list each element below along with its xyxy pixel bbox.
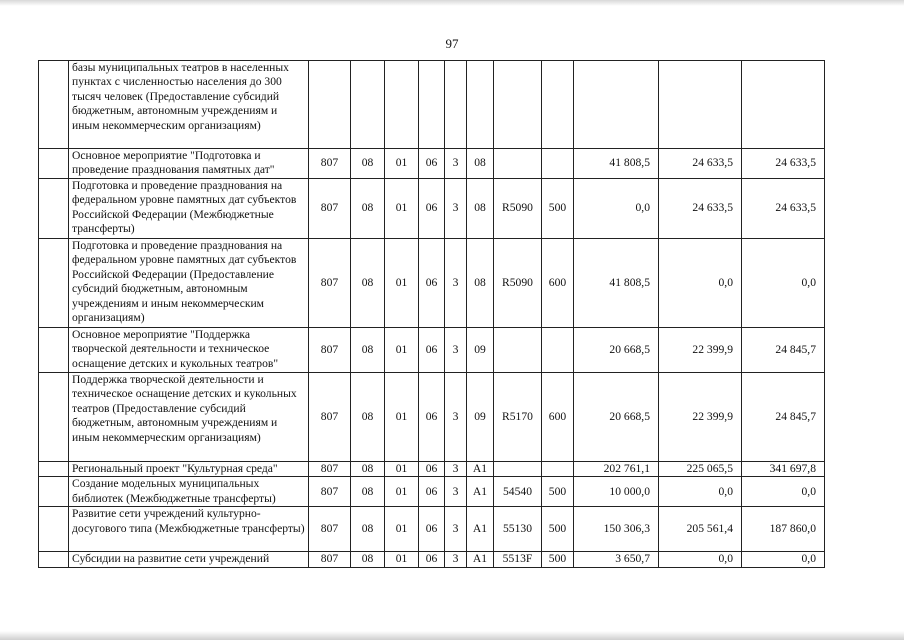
section-code-cell: 08 [351, 149, 385, 179]
subprogram-code-cell [445, 61, 467, 149]
amount-year3-cell: 341 697,8 [742, 462, 825, 477]
row-number-cell [39, 61, 69, 149]
amount-year3-cell: 24 845,7 [742, 328, 825, 373]
section-code-cell: 08 [351, 552, 385, 567]
row-number-cell [39, 552, 69, 567]
amount-year3-cell: 0,0 [742, 477, 825, 507]
table-row [39, 507, 825, 552]
row-number-cell [39, 239, 69, 328]
scan-edge-top [0, 0, 904, 6]
amount-year2-cell: 22 399,9 [659, 373, 742, 462]
subsection-code-cell: 01 [385, 239, 419, 328]
amount-year1-cell: 0,0 [574, 179, 659, 239]
amount-year3-cell [742, 61, 825, 149]
subprogram-code-cell: 3 [445, 328, 467, 373]
subsection-code-cell [385, 61, 419, 149]
item-name-cell: Подготовка и проведение празднования на федеральном уровне памятных дат субъектов Российской Федерации (Предоставление субсидий бюджетным, автономным учреждениям и иным некоммерческим организациям) [69, 239, 309, 328]
item-name-cell: Основное мероприятие "Подготовка и проведение празднования памятных дат" [69, 149, 309, 179]
table-row [39, 179, 825, 239]
event-code-cell: A1 [467, 507, 494, 552]
section-code-cell: 08 [351, 373, 385, 462]
program-code-cell: 06 [419, 507, 445, 552]
table-row [39, 61, 825, 149]
amount-year2-cell: 225 065,5 [659, 462, 742, 477]
expense-type-cell: 500 [542, 552, 574, 567]
amount-year1-cell: 3 650,7 [574, 552, 659, 567]
subprogram-code-cell: 3 [445, 477, 467, 507]
section-code-cell: 08 [351, 477, 385, 507]
item-name-cell: Субсидии на развитие сети учреждений [69, 552, 309, 567]
expense-type-cell [542, 462, 574, 477]
amount-year3-cell: 0,0 [742, 239, 825, 328]
amount-year2-cell: 0,0 [659, 239, 742, 328]
table-body [39, 61, 825, 568]
grbs-code-cell [309, 61, 351, 149]
amount-year3-cell: 24 845,7 [742, 373, 825, 462]
row-number-cell [39, 477, 69, 507]
program-code-cell: 06 [419, 179, 445, 239]
expense-type-cell: 500 [542, 179, 574, 239]
row-number-cell [39, 328, 69, 373]
grbs-code-cell: 807 [309, 179, 351, 239]
amount-year2-cell: 22 399,9 [659, 328, 742, 373]
subsection-code-cell: 01 [385, 373, 419, 462]
expense-type-cell: 500 [542, 507, 574, 552]
expense-type-cell: 600 [542, 373, 574, 462]
amount-year3-cell: 24 633,5 [742, 179, 825, 239]
section-code-cell [351, 61, 385, 149]
direction-code-cell [494, 328, 542, 373]
grbs-code-cell: 807 [309, 328, 351, 373]
grbs-code-cell: 807 [309, 477, 351, 507]
table-row [39, 328, 825, 373]
subsection-code-cell: 01 [385, 149, 419, 179]
row-number-cell [39, 179, 69, 239]
section-code-cell: 08 [351, 328, 385, 373]
table-row [39, 373, 825, 462]
event-code-cell: 09 [467, 328, 494, 373]
direction-code-cell: 55130 [494, 507, 542, 552]
subsection-code-cell: 01 [385, 179, 419, 239]
budget-table [38, 60, 825, 568]
expense-type-cell: 600 [542, 239, 574, 328]
event-code-cell: 09 [467, 373, 494, 462]
subprogram-code-cell: 3 [445, 507, 467, 552]
page-number: 97 [445, 36, 459, 51]
item-name-cell: Основное мероприятие "Поддержка творческой деятельности и техническое оснащение детских и кукольных театров" [69, 328, 309, 373]
amount-year1-cell [574, 61, 659, 149]
table-row [39, 462, 825, 477]
amount-year1-cell: 202 761,1 [574, 462, 659, 477]
item-name-cell: Подготовка и проведение празднования на федеральном уровне памятных дат субъектов Российской Федерации (Межбюджетные трансферты) [69, 179, 309, 239]
grbs-code-cell: 807 [309, 552, 351, 567]
event-code-cell: 08 [467, 239, 494, 328]
table-row [39, 149, 825, 179]
program-code-cell [419, 61, 445, 149]
amount-year3-cell: 187 860,0 [742, 507, 825, 552]
item-name-cell: базы муниципальных театров в населенных пунктах с численностью населения до 300 тысяч человек (Предоставление субсидий бюджетным, автономным учреждениям и иным некоммерческим организациям) [69, 61, 309, 149]
grbs-code-cell: 807 [309, 373, 351, 462]
program-code-cell: 06 [419, 373, 445, 462]
event-code-cell: 08 [467, 149, 494, 179]
amount-year1-cell: 150 306,3 [574, 507, 659, 552]
row-number-cell [39, 507, 69, 552]
direction-code-cell: R5090 [494, 239, 542, 328]
event-code-cell: 08 [467, 179, 494, 239]
item-name-cell: Создание модельных муниципальных библиотек (Межбюджетные трансферты) [69, 477, 309, 507]
program-code-cell: 06 [419, 477, 445, 507]
amount-year1-cell: 10 000,0 [574, 477, 659, 507]
amount-year1-cell: 41 808,5 [574, 239, 659, 328]
direction-code-cell: R5090 [494, 179, 542, 239]
subsection-code-cell: 01 [385, 328, 419, 373]
amount-year2-cell [659, 61, 742, 149]
event-code-cell: A1 [467, 477, 494, 507]
amount-year3-cell: 24 633,5 [742, 149, 825, 179]
grbs-code-cell: 807 [309, 507, 351, 552]
amount-year1-cell: 41 808,5 [574, 149, 659, 179]
grbs-code-cell: 807 [309, 149, 351, 179]
item-name-cell: Развитие сети учреждений культурно-досугового типа (Межбюджетные трансферты) [69, 507, 309, 552]
direction-code-cell [494, 462, 542, 477]
direction-code-cell [494, 61, 542, 149]
grbs-code-cell: 807 [309, 239, 351, 328]
subprogram-code-cell: 3 [445, 373, 467, 462]
direction-code-cell: 54540 [494, 477, 542, 507]
amount-year2-cell: 0,0 [659, 477, 742, 507]
section-code-cell: 08 [351, 507, 385, 552]
subprogram-code-cell: 3 [445, 239, 467, 328]
subprogram-code-cell: 3 [445, 149, 467, 179]
amount-year1-cell: 20 668,5 [574, 328, 659, 373]
subprogram-code-cell: 3 [445, 179, 467, 239]
subsection-code-cell: 01 [385, 477, 419, 507]
row-number-cell [39, 462, 69, 477]
expense-type-cell: 500 [542, 477, 574, 507]
event-code-cell [467, 61, 494, 149]
subprogram-code-cell: 3 [445, 552, 467, 567]
section-code-cell: 08 [351, 239, 385, 328]
grbs-code-cell: 807 [309, 462, 351, 477]
subprogram-code-cell: 3 [445, 462, 467, 477]
program-code-cell: 06 [419, 149, 445, 179]
subsection-code-cell: 01 [385, 552, 419, 567]
amount-year2-cell: 205 561,4 [659, 507, 742, 552]
amount-year2-cell: 0,0 [659, 552, 742, 567]
item-name-cell: Региональный проект "Культурная среда" [69, 462, 309, 477]
subsection-code-cell: 01 [385, 462, 419, 477]
amount-year2-cell: 24 633,5 [659, 149, 742, 179]
section-code-cell: 08 [351, 462, 385, 477]
row-number-cell [39, 373, 69, 462]
expense-type-cell [542, 149, 574, 179]
table-row [39, 239, 825, 328]
direction-code-cell [494, 149, 542, 179]
direction-code-cell: R5170 [494, 373, 542, 462]
amount-year1-cell: 20 668,5 [574, 373, 659, 462]
program-code-cell: 06 [419, 462, 445, 477]
amount-year3-cell: 0,0 [742, 552, 825, 567]
row-number-cell [39, 149, 69, 179]
section-code-cell: 08 [351, 179, 385, 239]
expense-type-cell [542, 61, 574, 149]
scan-edge-bottom [0, 631, 904, 640]
subsection-code-cell: 01 [385, 507, 419, 552]
event-code-cell: A1 [467, 552, 494, 567]
program-code-cell: 06 [419, 328, 445, 373]
amount-year2-cell: 24 633,5 [659, 179, 742, 239]
table-row [39, 477, 825, 507]
item-name-cell: Поддержка творческой деятельности и техническое оснащение детских и кукольных театров (Предоставление субсидий бюджетным, автономным учреждениям и иным некоммерческим организациям) [69, 373, 309, 462]
program-code-cell: 06 [419, 239, 445, 328]
expense-type-cell [542, 328, 574, 373]
program-code-cell: 06 [419, 552, 445, 567]
event-code-cell: A1 [467, 462, 494, 477]
table-row [39, 552, 825, 567]
direction-code-cell: 5513F [494, 552, 542, 567]
